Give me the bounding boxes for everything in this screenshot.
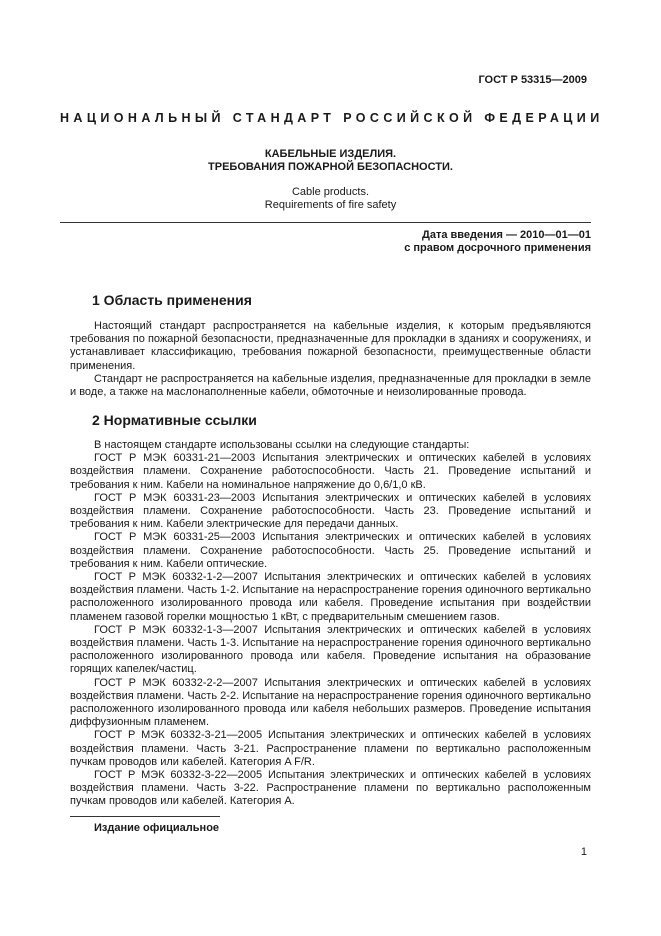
introduction-date: Дата введения — 2010—01—01 [422, 229, 591, 241]
paragraph: В настоящем стандарте использованы ссылки на следующие стандарты: [94, 439, 470, 451]
document-code: ГОСТ Р 53315—2009 [478, 74, 587, 86]
section-2-heading: 2 Нормативные ссылки [92, 412, 257, 428]
reference-item: ГОСТ Р МЭК 60332-3-21—2005 Испытания электрических и оптических кабелей в условиях воздействия пламени. Часть 3-21. Распространение пламени по вертикально расположенным пучкам проводов или кабелей. Категория A F/R. [70, 729, 591, 768]
reference-item: ГОСТ Р МЭК 60332-2-2—2007 Испытания электрических и оптических кабелей в условиях воздействия пламени. Часть 2-2. Испытание на нераспространение горения одиночного вертикально расположенного изолированного провода или кабеля небольших размеров. Проведение испытания диффузионным пламенем. [70, 676, 591, 729]
reference-item: ГОСТ Р МЭК 60332-3-22—2005 Испытания электрических и оптических кабелей в условиях воздействия пламени. Часть 3-22. Распространение пламени по вертикально расположенным пучкам проводов или кабелей. Категория А. [70, 769, 591, 808]
reference-item: ГОСТ Р МЭК 60332-1-3—2007 Испытания электрических и оптических кабелей в условиях воздействия пламени. Часть 1-3. Испытание на нераспространение горения одиночного вертикально расположенного изолированного провода или кабеля. Проведение испытания на образование горящих капелек/частиц. [70, 623, 591, 676]
national-standard-banner: НАЦИОНАЛЬНЫЙ СТАНДАРТ РОССИЙСКОЙ ФЕДЕРАЦИИ [60, 111, 604, 125]
title-en-line2: Requirements of fire safety [264, 199, 397, 211]
paragraph: Настоящий стандарт распространяется на кабельные изделия, к которым предъявляются требования по пожарной безопасности, предназначенные для прокладки в зданиях и сооружениях, и устанавливает классификацию, требования пожарной безопасности, преимущественные области применения. [70, 320, 591, 372]
section-1-heading: 1 Область применения [92, 292, 252, 308]
official-edition-label: Издание официальное [94, 822, 220, 834]
page-number: 1 [580, 846, 587, 858]
reference-item: ГОСТ Р МЭК 60331-25—2003 Испытания электрических и оптических кабелей в условиях воздействия пламени. Сохранение работоспособности. Часть 25. Проведение испытаний и требования к ним. Кабели оптические. [70, 531, 591, 570]
title-en-line1: Cable products. [291, 186, 370, 198]
reference-item: ГОСТ Р МЭК 60331-21—2003 Испытания электрических и оптических кабелей в условиях воздействия пламени. Сохранение работоспособности. Часть 21. Проведение испытаний и требования к ним. Кабели на номинальное напряжение до 0,6/1,0 кВ. [70, 452, 591, 491]
title-ru-line1: КАБЕЛЬНЫЕ ИЗДЕЛИЯ. [264, 148, 397, 160]
paragraph: Стандарт не распространяется на кабельные изделия, предназначенные для прокладки в земле и воде, а также на маслонаполненные кабели, обмоточные и неизолированные провода. [70, 372, 591, 399]
footer-divider [70, 816, 220, 817]
reference-item: ГОСТ Р МЭК 60332-1-2—2007 Испытания электрических и оптических кабелей в условиях воздействия пламени. Часть 1-2. Испытание на нераспространение горения одиночного вертикально расположенного изолированного провода или кабеля. Проведение испытания при воздействии пламенем газовой горелки мощностью 1 кВт, с предварительным смешением газов. [70, 571, 591, 623]
section-2-body [70, 439, 591, 809]
section-1-body [70, 320, 591, 399]
early-application-note: с правом досрочного применения [404, 242, 591, 254]
title-ru-line2: ТРЕБОВАНИЯ ПОЖАРНОЙ БЕЗОПАСНОСТИ. [208, 161, 453, 173]
title-divider [60, 222, 591, 223]
reference-item: ГОСТ Р МЭК 60331-23—2003 Испытания электрических и оптических кабелей в условиях воздействия пламени. Сохранение работоспособности. Часть 23. Проведение испытаний и требования к ним. Кабели электрические для передачи данных. [70, 491, 591, 531]
